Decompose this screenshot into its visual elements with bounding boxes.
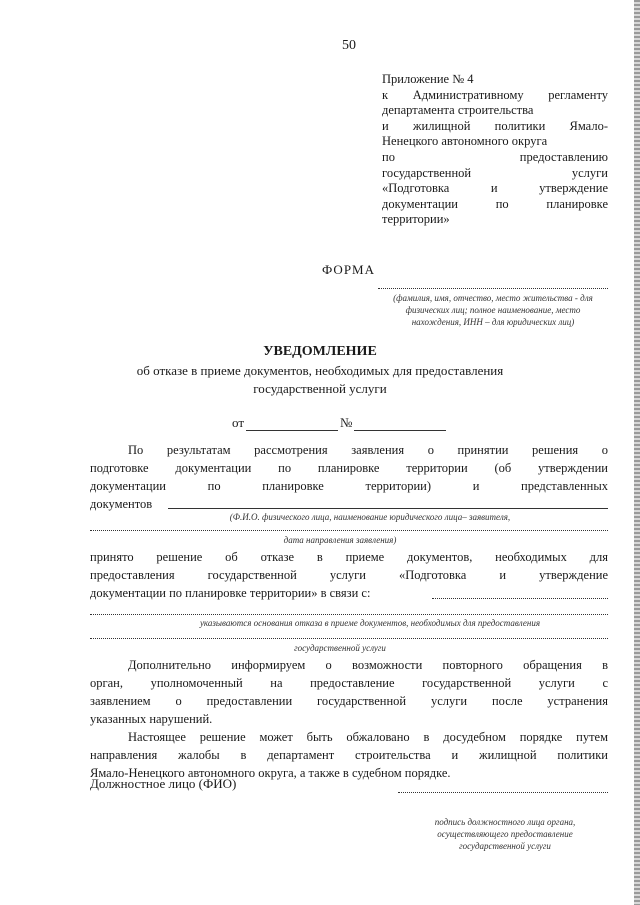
paragraph-line: заявлением о предоставлении государственной услуги после устранения: [90, 694, 608, 708]
paragraph-line: Дополнительно информируем о возможности повторного обращения в: [128, 658, 608, 672]
paragraph-line: орган, уполномоченный на предоставление государственной услуги с: [90, 676, 608, 690]
reasons-field-line: [432, 598, 608, 599]
number-field-line: [354, 430, 446, 431]
official-label: Должностное лицо (ФИО): [90, 776, 237, 791]
paragraph-info: [90, 656, 608, 728]
caption-date: дата направления заявления): [283, 535, 397, 545]
applicant-caption-line: (фамилия, имя, отчество, место жительства - для: [393, 293, 593, 303]
appendix-line: и жилищной политики Ямало-: [382, 118, 608, 133]
appendix-line: государственной услуги: [382, 165, 608, 180]
paragraph-appeal: [90, 728, 608, 782]
appendix-line: к Административному регламенту: [382, 87, 608, 102]
appendix-line: по предоставлению: [382, 149, 608, 164]
date-field-line: [246, 430, 338, 431]
paragraph-line: Ямало-Ненецкого автономного округа, а также в судебном порядке.: [90, 766, 451, 780]
paragraph-line: документов: [90, 497, 153, 511]
caption-service: государственной услуги: [294, 643, 386, 653]
applicant-caption-line: нахождения, ИНН – для юридических лиц): [411, 317, 575, 327]
paragraph-line: Настоящее решение может быть обжаловано в досудебном порядке путем: [128, 730, 608, 744]
applicant-name-line: [90, 530, 608, 531]
form-label: ФОРМА: [322, 262, 375, 277]
paragraph-line: подготовке документации по планировке территории (об утверждении: [90, 461, 608, 475]
paragraph-line: документации по планировке территории» в связи с:: [90, 586, 371, 600]
applicant-field-line: [378, 288, 608, 289]
appendix-line: департамента строительства: [382, 103, 534, 118]
appendix-line: Ненецкого автономного округа: [382, 134, 548, 149]
paragraph-line: предоставления государственной услуги «Подготовка и утверждение: [90, 568, 608, 582]
signature-line: [398, 792, 608, 793]
paragraph-line: По результатам рассмотрения заявления о принятии решения о: [128, 443, 608, 457]
paragraph-line: принято решение об отказе в приеме документов, необходимых для: [90, 550, 608, 564]
paragraph-line: указанных нарушений.: [90, 712, 213, 726]
appendix-line: документации по планировке: [382, 196, 608, 211]
paragraph-line: направления жалобы в департамент строительства и жилищной политики: [90, 748, 608, 762]
caption-fio: (Ф.И.О. физического лица, наименование юридического лица– заявителя,: [229, 512, 511, 522]
page-number: 50: [342, 38, 356, 53]
reasons-line-2: [90, 614, 608, 615]
scan-edge: [634, 0, 640, 905]
appendix-line: территории»: [382, 212, 450, 227]
paragraph-decision: [90, 548, 608, 602]
number-prefix: №: [340, 415, 353, 430]
date-prefix: от: [232, 415, 245, 430]
document-subtitle: об отказе в приеме документов, необходимых для предоставления: [136, 363, 504, 378]
paragraph-line: документации по планировке территории) и представленных: [90, 479, 608, 493]
applicant-caption-line: физических лиц; полное наименование, место: [405, 305, 581, 315]
caption-reasons: указываются основания отказа в приеме документов, необходимых для предоставления: [199, 618, 541, 628]
document-subtitle: государственной услуги: [253, 381, 387, 396]
signature-caption-line: государственной услуги: [459, 841, 551, 851]
paragraph-results: [90, 441, 608, 513]
appendix-block: [382, 72, 608, 228]
signature-caption-line: осуществляющего предоставление: [437, 829, 573, 839]
reasons-line-3: [90, 638, 608, 639]
document-title: УВЕДОМЛЕНИЕ: [263, 344, 377, 359]
signature-caption-line: подпись должностного лица органа,: [434, 817, 576, 827]
appendix-title: Приложение № 4: [382, 72, 474, 86]
applicant-caption: [376, 292, 610, 328]
appendix-line: «Подготовка и утверждение: [382, 181, 608, 196]
documents-field-line: [168, 508, 608, 509]
signature-caption: [400, 816, 610, 852]
